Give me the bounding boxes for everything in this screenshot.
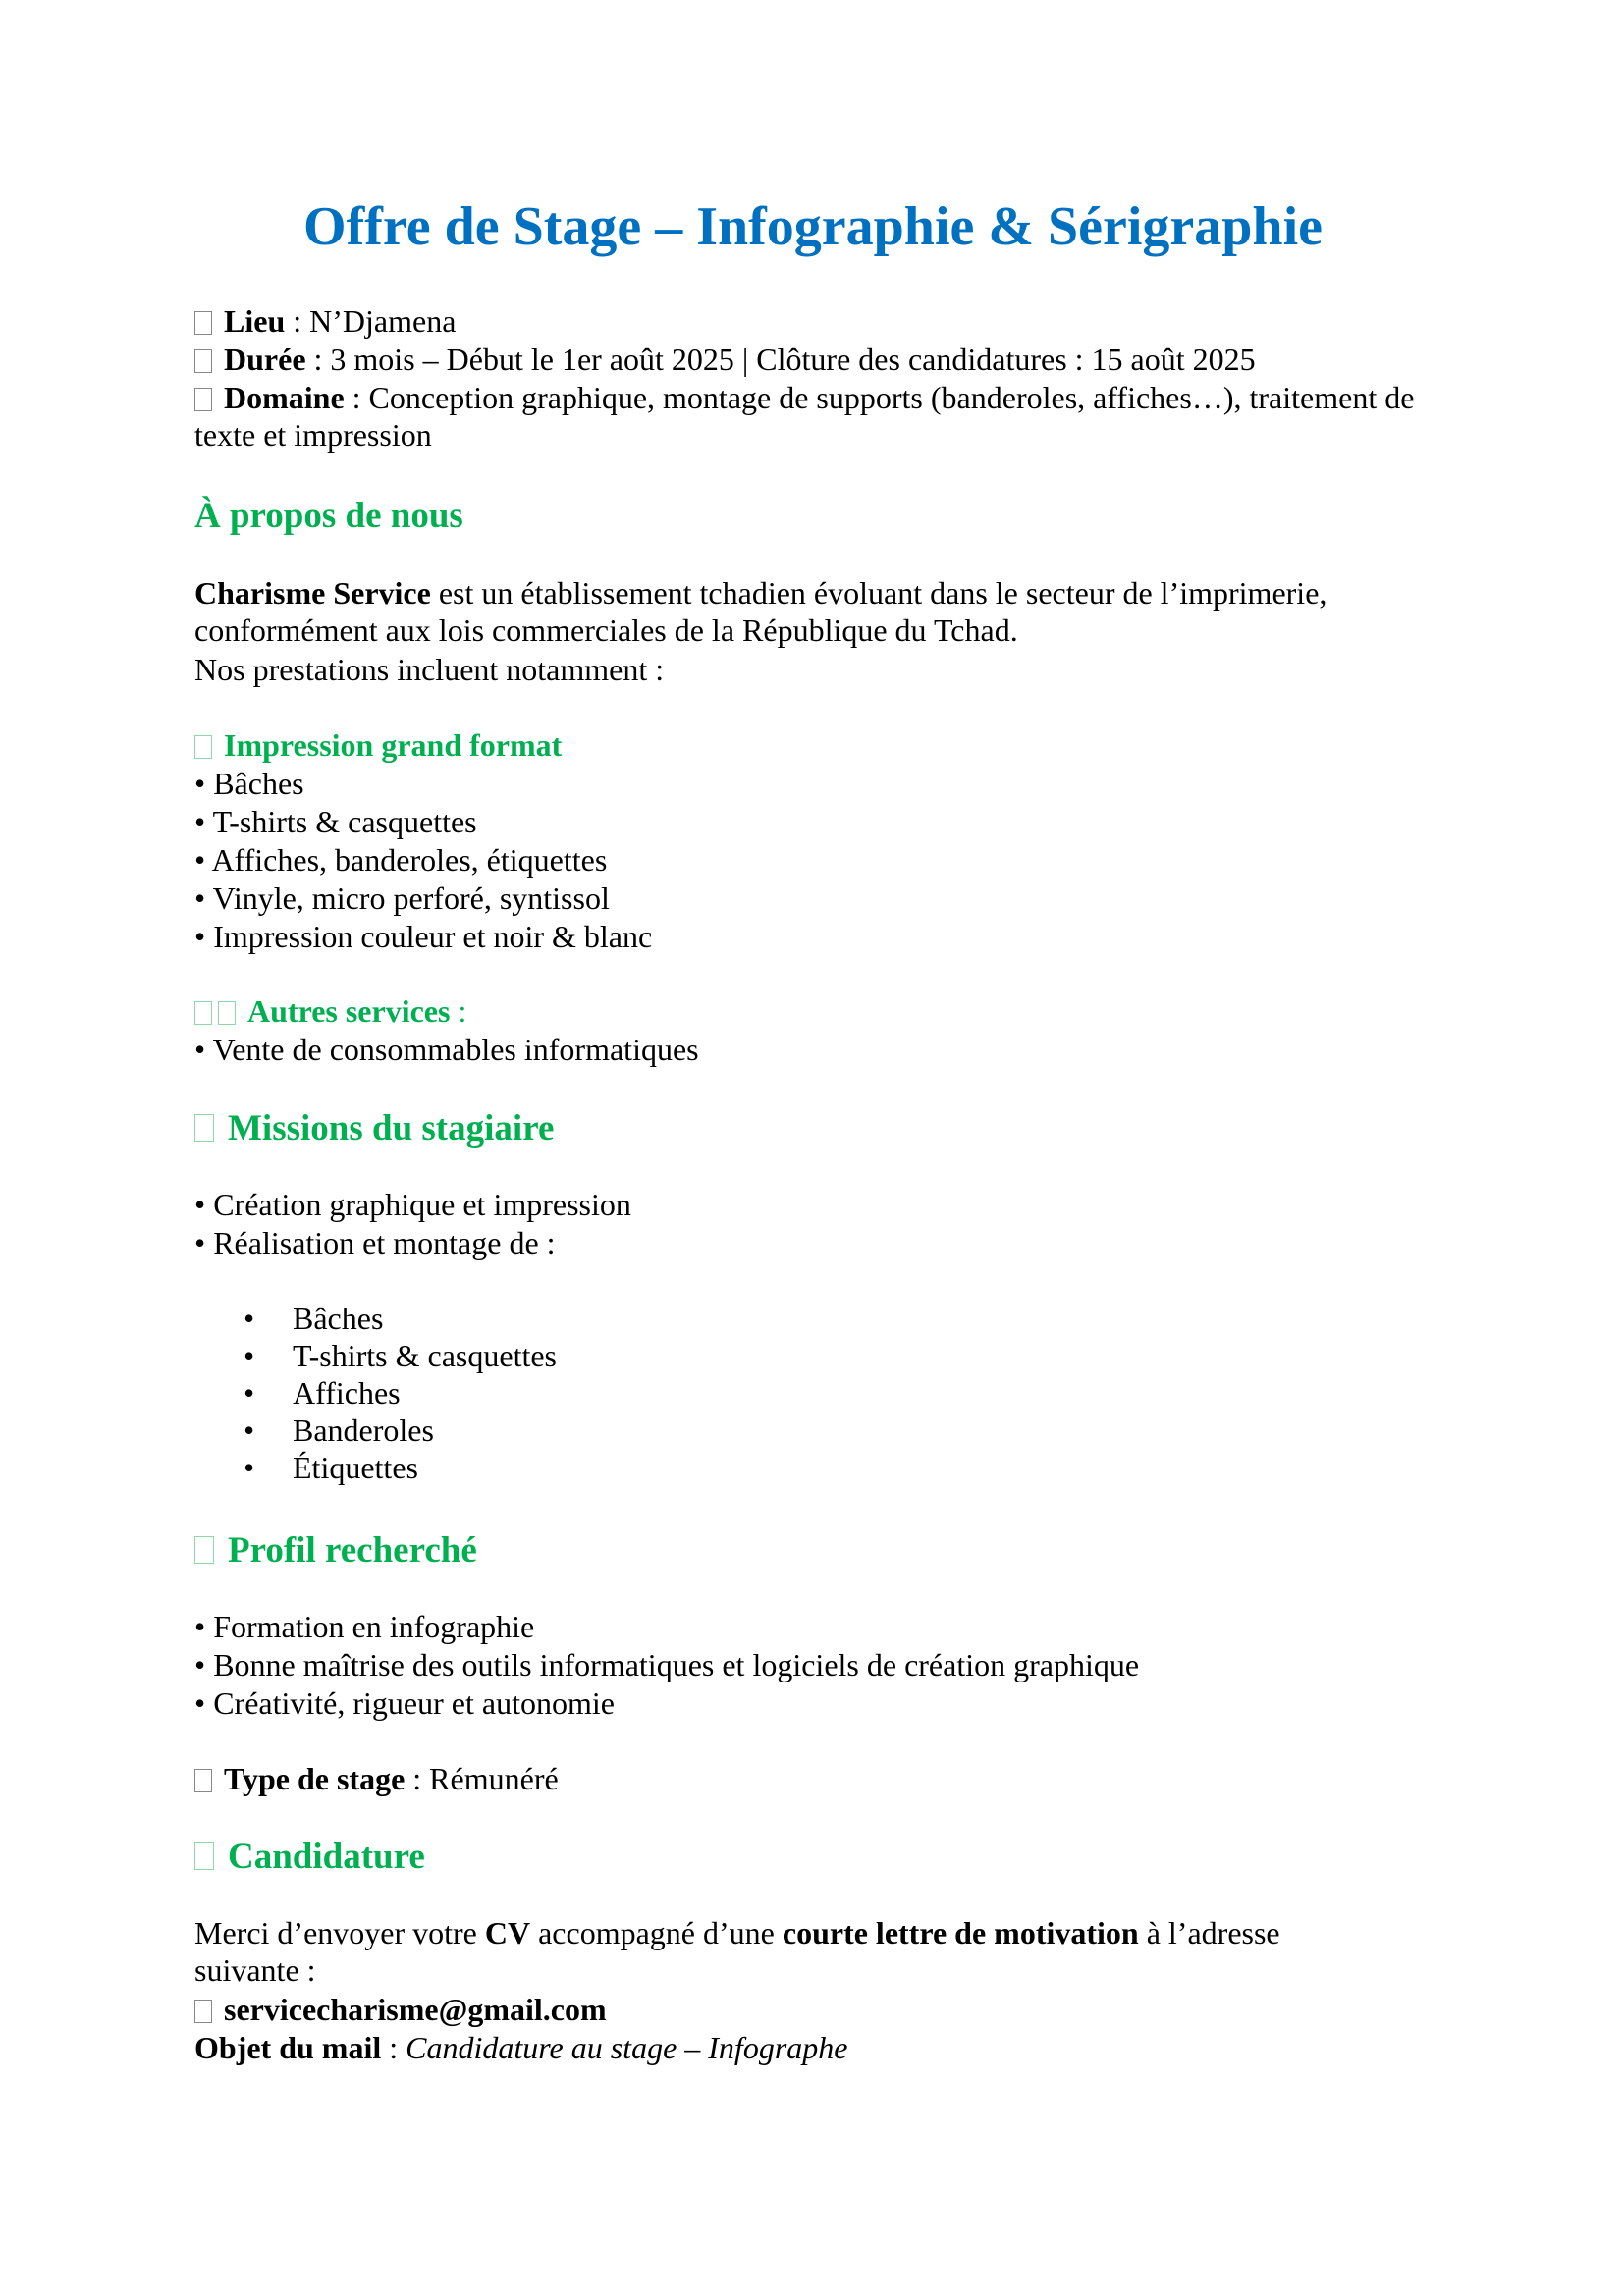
domaine-label: Domaine bbox=[224, 380, 345, 415]
pin-icon bbox=[194, 311, 212, 335]
lieu-label: Lieu bbox=[224, 303, 286, 339]
list-item: • Créativité, rigueur et autonomie bbox=[194, 1685, 615, 1721]
lettre-label: courte lettre de motivation bbox=[782, 1915, 1139, 1950]
profil-heading-text: Profil recherché bbox=[228, 1530, 477, 1571]
info-duree bbox=[194, 341, 1256, 378]
list-item: • Formation en infographie bbox=[194, 1609, 535, 1644]
sublist-item: • Étiquettes bbox=[194, 1449, 557, 1486]
about-heading: À propos de nous bbox=[194, 496, 463, 536]
objet-value: Candidature au stage – Infographe bbox=[406, 2030, 848, 2065]
list-item: • Bâches bbox=[194, 766, 304, 801]
printer-icon bbox=[194, 735, 212, 759]
info-lieu bbox=[194, 302, 456, 340]
list-item: • Vente de consommables informatiques bbox=[194, 1032, 699, 1067]
missions-sublist bbox=[194, 1300, 557, 1486]
company-name: Charisme Service bbox=[194, 575, 431, 611]
type-de-stage bbox=[194, 1760, 559, 1797]
target-icon bbox=[194, 1114, 214, 1142]
email-line bbox=[194, 1991, 607, 2028]
email-address[interactable]: servicecharisme@gmail.com bbox=[224, 1992, 607, 2027]
candidature-paragraph bbox=[194, 1914, 1353, 1989]
type-label: Type de stage bbox=[224, 1761, 406, 1796]
missions-heading bbox=[194, 1107, 554, 1150]
sublist-item: • T-shirts & casquettes bbox=[194, 1337, 557, 1374]
envelope-icon bbox=[194, 1842, 214, 1870]
objet-sep: : bbox=[381, 2030, 406, 2065]
type-value: : Rémunéré bbox=[405, 1761, 559, 1796]
palette-icon bbox=[194, 388, 212, 411]
grand-format-heading-text: Impression grand format bbox=[224, 727, 563, 763]
candidature-heading-text: Candidature bbox=[228, 1837, 425, 1877]
sublist-item: • Affiches bbox=[194, 1374, 557, 1412]
candidature-text-b: accompagné d’une bbox=[530, 1915, 783, 1950]
sublist-item: • Banderoles bbox=[194, 1412, 557, 1449]
cv-label: CV bbox=[484, 1915, 531, 1950]
tools-icon-2 bbox=[218, 1001, 236, 1025]
objet-line bbox=[194, 2029, 847, 2066]
grand-format-heading bbox=[194, 726, 562, 764]
missions-heading-text: Missions du stagiaire bbox=[228, 1108, 555, 1148]
domaine-value: : Conception graphique, montage de supports (banderoles, affiches…), traitement de texte et impression bbox=[194, 380, 1415, 453]
list-item: • Réalisation et montage de : bbox=[194, 1225, 556, 1260]
list-item: • Vinyle, micro perforé, syntissol bbox=[194, 881, 610, 916]
tools-icon bbox=[194, 1001, 212, 1025]
profil-heading bbox=[194, 1529, 477, 1573]
duree-value: : 3 mois – Début le 1er août 2025 | Clôture des candidatures : 15 août 2025 bbox=[305, 342, 1256, 377]
candidature-text-a: Merci d’envoyer votre bbox=[194, 1915, 485, 1950]
sublist-item: • Bâches bbox=[194, 1300, 557, 1337]
duree-label: Durée bbox=[224, 342, 306, 377]
lieu-value: : N’Djamena bbox=[285, 303, 457, 339]
page-title: Offre de Stage – Infographie & Sérigraphie bbox=[303, 196, 1323, 257]
candidature-text-c: à l’adresse suivante : bbox=[194, 1915, 1280, 1988]
list-item: • Création graphique et impression bbox=[194, 1187, 631, 1222]
candidature-heading bbox=[194, 1836, 425, 1879]
autres-colon: : bbox=[450, 993, 467, 1029]
about-text-2: Nos prestations incluent notamment : bbox=[194, 652, 665, 687]
list-item: • Impression couleur et noir & blanc bbox=[194, 919, 653, 954]
info-domaine bbox=[194, 379, 1432, 454]
money-icon bbox=[194, 1769, 212, 1792]
list-item: • Affiches, banderoles, étiquettes bbox=[194, 842, 608, 878]
autres-heading-text: Autres services bbox=[247, 993, 451, 1029]
person-icon bbox=[194, 1536, 214, 1564]
email-icon bbox=[194, 2000, 212, 2023]
list-item: • Bonne maîtrise des outils informatiques et logiciels de création graphique bbox=[194, 1647, 1140, 1682]
about-paragraph bbox=[194, 574, 1412, 649]
objet-label: Objet du mail bbox=[194, 2030, 382, 2065]
about-text: est un établissement tchadien évoluant dans le secteur de l’imprimerie, conformément aux lois commerciales de la République du Tchad. bbox=[194, 575, 1327, 648]
list-item: • T-shirts & casquettes bbox=[194, 804, 477, 839]
calendar-icon bbox=[194, 349, 212, 373]
autres-heading bbox=[194, 992, 466, 1030]
